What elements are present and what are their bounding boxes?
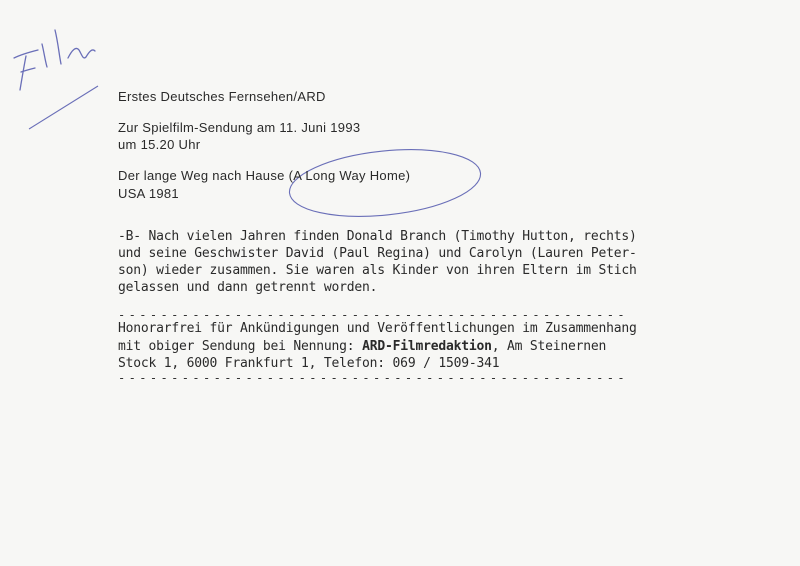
title-circle-mark bbox=[286, 141, 484, 225]
broadcast-time-line: um 15.20 Uhr bbox=[118, 137, 201, 152]
broadcaster-line: Erstes Deutsches Fernsehen/ARD bbox=[118, 89, 326, 104]
handwritten-slash-mark bbox=[29, 86, 98, 129]
separator-bottom: ------------------------------------------------ bbox=[118, 371, 628, 385]
caption-line-4: gelassen und dann getrennt worden. bbox=[118, 280, 378, 295]
caption-line-3: son) wieder zusammen. Sie waren als Kinder von ihren Eltern im Stich bbox=[118, 263, 637, 278]
caption-line-2: und seine Geschwister David (Paul Regina) und Carolyn (Lauren Peter- bbox=[118, 246, 637, 261]
copyright-line-2 bbox=[118, 339, 606, 354]
copyright-line-2-prefix: mit obiger Sendung bei Nennung: bbox=[118, 339, 363, 354]
copyright-credit: ARD-Filmredaktion bbox=[362, 339, 492, 354]
broadcast-date-line: Zur Spielfilm-Sendung am 11. Juni 1993 bbox=[118, 120, 361, 135]
handwritten-note-film bbox=[14, 30, 95, 90]
copyright-line-2-suffix: , Am Steinernen bbox=[491, 339, 607, 354]
caption-line-1: -B- Nach vielen Jahren finden Donald Branch (Timothy Hutton, rechts) bbox=[118, 229, 637, 244]
separator-top: ------------------------------------------------ bbox=[118, 308, 628, 322]
film-origin: USA 1981 bbox=[118, 186, 179, 201]
copyright-line-3: Stock 1, 6000 Frankfurt 1, Telefon: 069 / 1509-341 bbox=[118, 356, 500, 371]
copyright-line-1: Honorarfrei für Ankündigungen und Veröffentlichungen im Zusammenhang bbox=[118, 321, 637, 336]
film-title: Der lange Weg nach Hause (A Long Way Home) bbox=[118, 168, 411, 183]
